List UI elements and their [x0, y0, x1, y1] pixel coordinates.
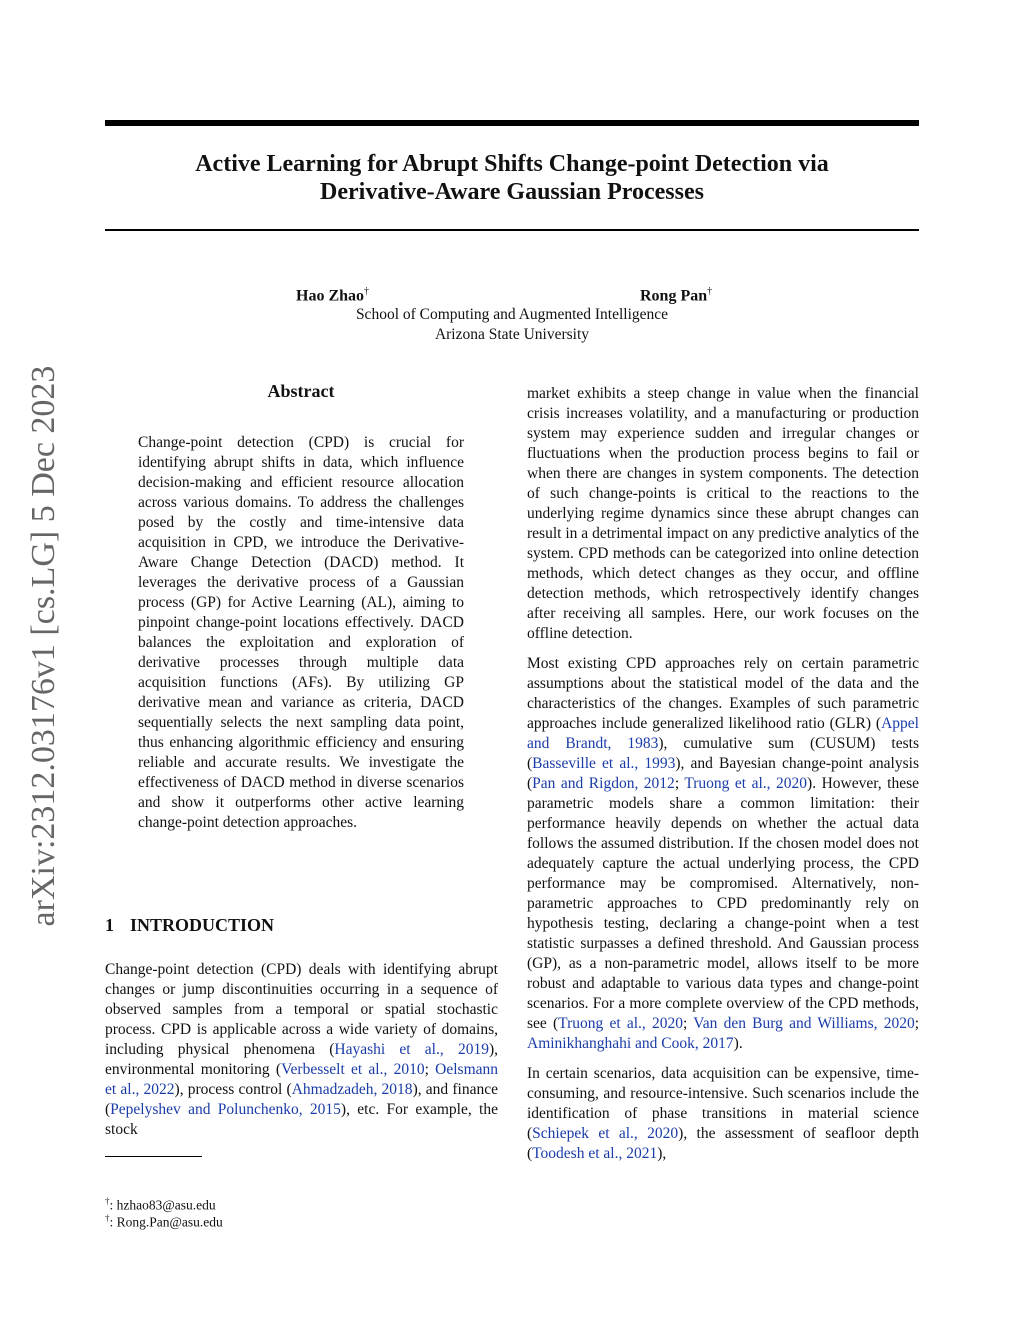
arxiv-stamp [20, 362, 68, 930]
citation-link[interactable]: Basseville et al., 1993 [532, 755, 676, 772]
intro-paragraph-2: market exhibits a steep change in value when the financial crisis increases volatility, and a manufacturing or production system may experience sudden and irregular changes or fluctuations when the production process begins to fail or when there are changes in system components. The detection of such change-points is critical to the reactions to the underlying regime dynamics since these abrupt changes can result in a detrimental impact on any predictive analytics of the system. CPD methods can be categorized into online detection methods, which detect changes as they occur, and offline detection methods, which retrospectively identify changes after receiving all samples. Here, our work focuses on the offline detection. [527, 385, 919, 642]
footnote-2: †: Rong.Pan@asu.edu [105, 1213, 223, 1230]
footnote-1: †: hzhao83@asu.edu [105, 1196, 216, 1213]
author-2: Rong Pan† [640, 286, 713, 305]
title-bottom-rule [105, 229, 919, 231]
intro-right-column [527, 384, 919, 1174]
citation-link[interactable]: Hayashi et al., 2019 [334, 1041, 489, 1058]
intro-left-column [105, 960, 498, 1140]
author-1: Hao Zhao† [296, 286, 370, 305]
intro-paragraph-4: In certain scenarios, data acquisition can be expensive, time-consuming, and resource-intensive. Such scenarios include the identification of phase transitions in material science (Schiepek et al., 2020), the assessment of seafloor depth (Toodesh et al., 2021), [527, 1065, 919, 1162]
section-title: INTRODUCTION [130, 915, 275, 935]
footnote-rule [105, 1156, 202, 1157]
affiliation-line-2: Arizona State University [434, 326, 590, 343]
citation-link[interactable]: Appel and Brandt, 1983 [527, 715, 919, 752]
title-line-1: Active Learning for Abrupt Shifts Change-point Detection via [195, 151, 829, 177]
abstract-heading: Abstract [267, 381, 335, 401]
citation-link[interactable]: Schiepek et al., 2020 [532, 1125, 679, 1142]
citation-link[interactable]: Ahmadzadeh, 2018 [291, 1081, 413, 1098]
citation-link[interactable]: Truong et al., 2020 [558, 1015, 684, 1032]
citation-link[interactable]: Van den Burg and Williams, 2020 [693, 1015, 915, 1032]
arxiv-stamp-text: arXiv:2312.03176v1 [cs.LG] 5 Dec 2023 [25, 365, 62, 927]
citation-link[interactable]: Toodesh et al., 2021 [532, 1145, 658, 1162]
section-heading-introduction [105, 915, 274, 936]
citation-link[interactable]: Pepelyshev and Polunchenko, 2015 [110, 1101, 341, 1118]
citation-link[interactable]: Oelsmann et al., 2022 [105, 1061, 499, 1098]
section-number: 1 [105, 915, 114, 935]
abstract-body: Change-point detection (CPD) is crucial for identifying abrupt shifts in data, which influence decision-making and efficient resource allocation across various domains. To address the challenges posed by the costly and time-intensive data acquisition in CPD, we introduce the Derivative-Aware Change Detection (DACD) method. It leverages the derivative process of a Gaussian process (GP) for Active Learning (AL), aiming to pinpoint change-point locations effectively. DACD balances the exploitation and exploration of derivative processes through multiple data acquisition functions (AFs). By utilizing GP derivative mean and variance as criteria, DACD sequentially selects the next sampling data point, thus enhancing algorithmic efficiency and ensuring reliable and accurate results. We investigate the effectiveness of DACD method in diverse scenarios and show it outperforms other active learning change-point detection approaches. [138, 434, 464, 831]
citation-link[interactable]: Pan and Rigdon, 2012 [532, 775, 675, 792]
title-line-2: Derivative-Aware Gaussian Processes [320, 179, 704, 205]
title-top-rule [105, 120, 919, 126]
affiliation-line-1: School of Computing and Augmented Intelligence [355, 306, 669, 323]
intro-paragraph-1: Change-point detection (CPD) deals with identifying abrupt changes or jump discontinuities occurring in a sequence of observed samples from a temporal or spatial stochastic process. CPD is applicable across a wide variety of domains, including physical phenomena (Hayashi et al., 2019), environmental monitoring (Verbesselt et al., 2010; Oelsmann et al., 2022), process control (Ahmadzadeh, 2018), and finance (Pepelyshev and Polunchenko, 2015), etc. For example, the stock [105, 961, 499, 1138]
citation-link[interactable]: Aminikhanghahi and Cook, 2017 [527, 1035, 734, 1052]
citation-link[interactable]: Truong et al., 2020 [684, 775, 808, 792]
intro-paragraph-3: Most existing CPD approaches rely on certain parametric assumptions about the statistical model of the data and the characteristics of the changes. Examples of such parametric approaches include generalized likelihood ratio (GLR) (Appel and Brandt, 1983), cumulative sum (CUSUM) tests (Basseville et al., 1993), and Bayesian change-point analysis (Pan and Rigdon, 2012; Truong et al., 2020). However, these parametric models share a common limitation: their performance heavily depends on whether the actual data follows the assumed distribution. If the chosen model does not adequately capture the actual underlying process, the CPD performance may be compromised. Alternatively, non-parametric approaches to CPD predominantly rely on hypothesis testing, declaring a change-point when a test statistic surpasses a defined threshold. And Gaussian process (GP), as a non-parametric model, allows itself to be more robust and adaptable to various data types and change-point scenarios. For a more complete overview of the CPD methods, see (Truong et al., 2020; Van den Burg and Williams, 2020; Aminikhanghahi and Cook, 2017). [527, 655, 920, 1052]
paper-title [105, 150, 919, 206]
citation-link[interactable]: Verbesselt et al., 2010 [281, 1061, 425, 1078]
